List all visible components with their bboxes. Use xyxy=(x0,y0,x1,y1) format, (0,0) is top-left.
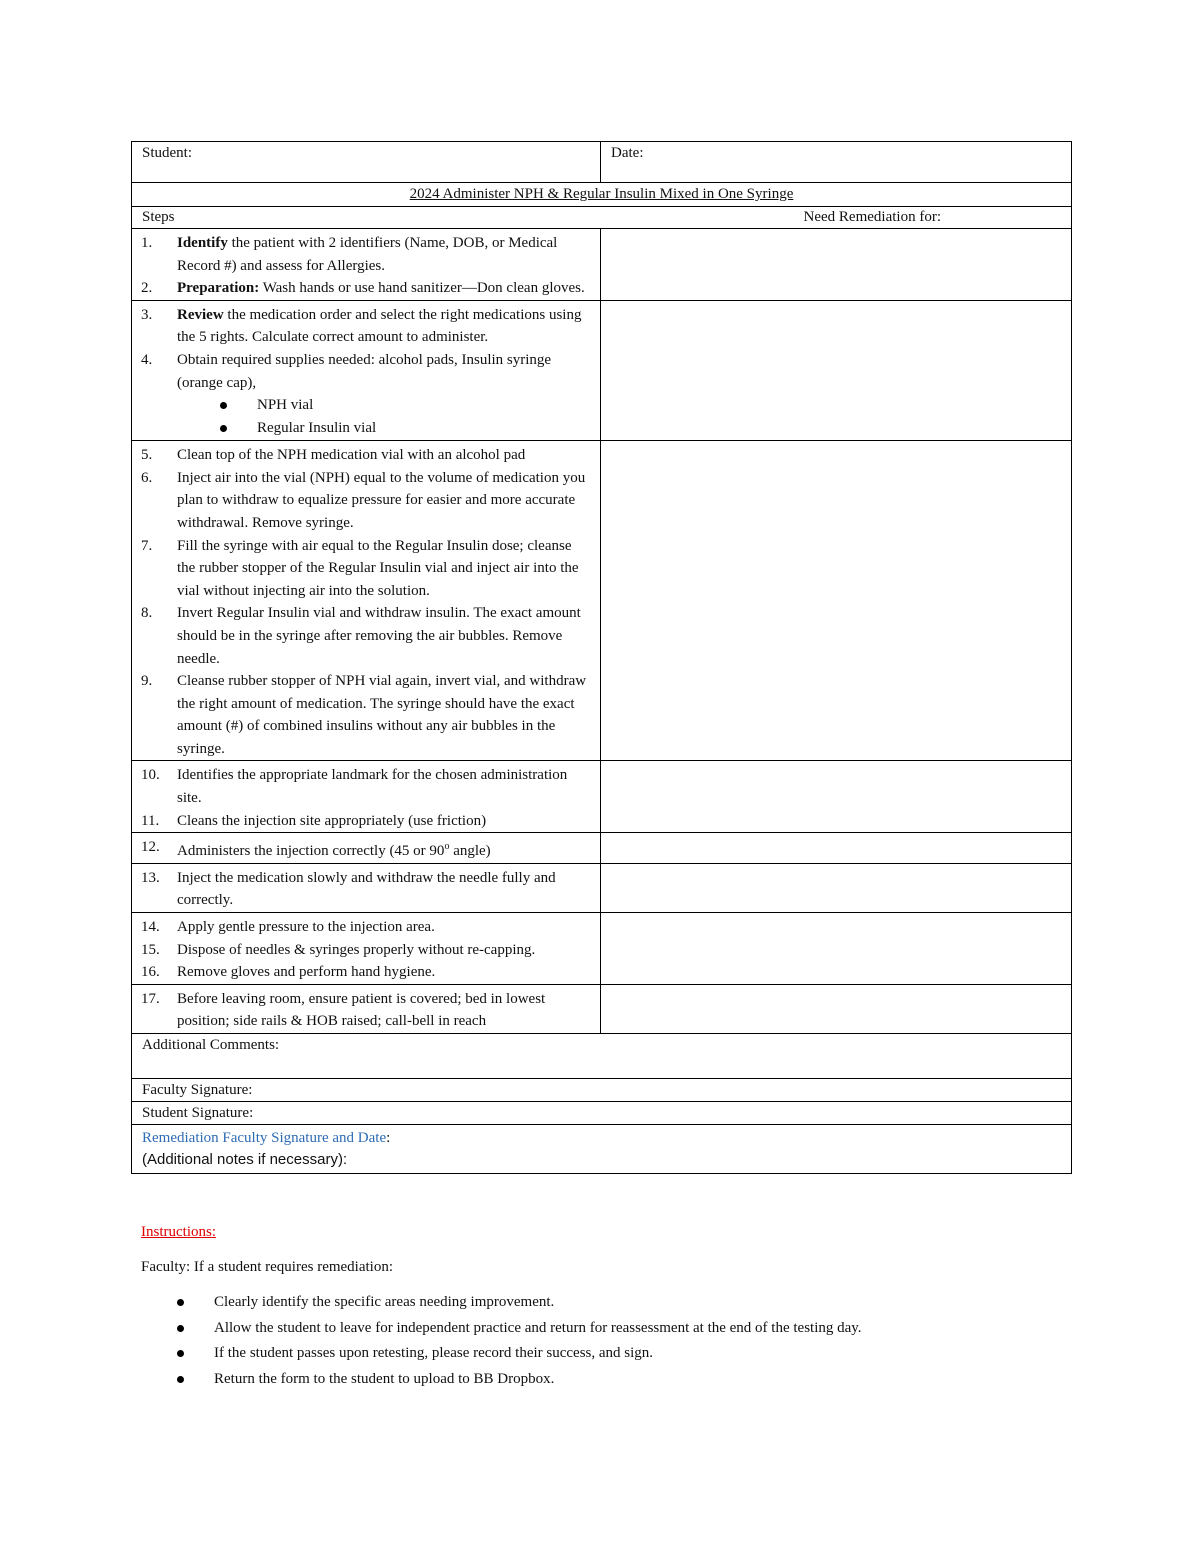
step-number: 11. xyxy=(141,812,160,829)
step-number: 14. xyxy=(141,919,160,936)
faculty-bold-label: Faculty xyxy=(141,1259,186,1275)
step-group-row xyxy=(132,913,1072,985)
instructions-heading xyxy=(141,1224,1061,1241)
step-keyword: Identify xyxy=(177,235,228,251)
step-group-row xyxy=(132,833,1072,864)
step-description: Dispose of needles & syringes properly without re-capping. xyxy=(177,941,536,958)
header-row xyxy=(132,142,1072,183)
steps-cell xyxy=(132,229,601,301)
student-signature-label: Student Signature: xyxy=(142,1105,254,1121)
step-description: Fill the syringe with air equal to the Regular Insulin dose; cleanse the rubber stopper of the Regular Insulin vial and inject air into the vial without injecting air into the solution. xyxy=(177,537,579,599)
step-item xyxy=(141,836,592,863)
step-description: the medication order and select the right medications using the 5 rights. Calculate correct amount to administer. xyxy=(177,306,582,346)
remediation-notes-cell[interactable] xyxy=(601,863,1072,912)
instructions-section xyxy=(141,1224,1061,1392)
steps-cell xyxy=(132,913,601,985)
step-description: Administers the injection correctly (45 or 90 xyxy=(177,843,445,860)
step-number: 8. xyxy=(141,605,153,622)
step-item xyxy=(141,810,592,833)
instruction-text: Return the form to the student to upload to BB Dropbox. xyxy=(214,1370,555,1387)
step-text xyxy=(177,602,592,670)
step-description: Obtain required supplies needed: alcohol pads, Insulin syringe (orange cap), xyxy=(177,351,552,391)
step-description-end: angle) xyxy=(449,843,491,860)
step-number: 12. xyxy=(141,839,160,856)
step-number: 3. xyxy=(141,306,153,323)
step-group-row xyxy=(132,761,1072,833)
step-item xyxy=(141,304,592,349)
step-text xyxy=(177,277,585,300)
step-description: Cleans the injection site appropriately (use friction) xyxy=(177,812,487,829)
step-number: 4. xyxy=(141,351,153,368)
instructions-list xyxy=(141,1290,1061,1392)
instruction-text: If the student passes upon retesting, please record their success, and sign. xyxy=(214,1345,654,1361)
step-text xyxy=(177,810,486,833)
step-text xyxy=(177,961,435,984)
step-number: 16. xyxy=(141,964,160,981)
step-item xyxy=(141,916,592,939)
remediation-notes-cell[interactable] xyxy=(601,761,1072,833)
step-groups xyxy=(132,229,1072,1034)
steps-list xyxy=(132,913,600,984)
title-row xyxy=(132,183,1072,207)
instructions-colon: : xyxy=(211,1224,216,1240)
bullet-icon xyxy=(220,402,227,409)
remediation-notes-cell[interactable] xyxy=(601,913,1072,985)
step-number: 1. xyxy=(141,235,153,251)
steps-cell xyxy=(132,833,601,864)
remediation-colon: : xyxy=(386,1130,391,1146)
bullet-icon xyxy=(177,1350,184,1357)
remediation-signature-field[interactable] xyxy=(132,1125,1072,1174)
step-text xyxy=(177,867,592,912)
step-text xyxy=(177,535,592,603)
steps-list xyxy=(132,864,600,912)
remediation-notes-cell[interactable] xyxy=(601,229,1072,301)
faculty-signature-field[interactable] xyxy=(132,1079,1072,1102)
step-group-row xyxy=(132,300,1072,440)
instruction-item xyxy=(141,1367,1061,1393)
additional-comments-field[interactable] xyxy=(132,1034,1072,1079)
step-description: Identifies the appropriate landmark for the chosen administration site. xyxy=(177,767,568,807)
remediation-notes-cell[interactable] xyxy=(601,984,1072,1033)
instruction-item xyxy=(141,1341,1061,1367)
step-group-row xyxy=(132,863,1072,912)
supply-bullet-text: Regular Insulin vial xyxy=(257,420,377,437)
step-description: Inject air into the vial (NPH) equal to the volume of medication you plan to withdraw to equalize pressure for easier and more accurate withdrawal. Remove syringe. xyxy=(177,469,586,531)
step-number: 2. xyxy=(141,280,153,297)
faculty-instruction-line xyxy=(141,1259,1061,1276)
instruction-item xyxy=(141,1290,1061,1316)
step-text xyxy=(177,939,535,962)
step-keyword: Preparation: xyxy=(177,280,260,297)
remediation-notes-cell[interactable] xyxy=(601,833,1072,864)
steps-list xyxy=(132,761,600,832)
step-item xyxy=(141,232,592,277)
step-item xyxy=(141,535,592,603)
step-item xyxy=(141,670,592,760)
bullet-icon xyxy=(177,1325,184,1332)
instruction-item xyxy=(141,1316,1061,1342)
step-number: 10. xyxy=(141,767,160,784)
comments-row xyxy=(132,1034,1072,1079)
step-number: 15. xyxy=(141,941,160,958)
supply-bullet-text: NPH vial xyxy=(257,397,314,414)
bullet-icon xyxy=(177,1299,184,1306)
step-text xyxy=(177,988,592,1033)
remediation-signature-label: Remediation Faculty Signature and Date xyxy=(142,1130,387,1146)
instructions-title: Instructions xyxy=(141,1224,212,1240)
column-header-row xyxy=(132,207,1072,229)
remediation-notes-cell[interactable] xyxy=(601,441,1072,761)
steps-cell xyxy=(132,863,601,912)
step-number: 5. xyxy=(141,447,153,464)
step-text xyxy=(177,467,592,535)
step-item xyxy=(141,444,592,467)
steps-column-header: Steps xyxy=(142,209,175,225)
date-field[interactable] xyxy=(601,142,1072,183)
step-text xyxy=(177,304,592,349)
additional-notes-label: (Additional notes if necessary): xyxy=(142,1151,348,1168)
step-item xyxy=(141,939,592,962)
step-description: Before leaving room, ensure patient is covered; bed in lowest position; side rails & HOB raised; call-bell in reach xyxy=(177,990,546,1030)
faculty-signature-row xyxy=(132,1079,1072,1102)
step-text xyxy=(177,349,592,394)
step-description: Inject the medication slowly and withdraw the needle fully and correctly. xyxy=(177,869,556,909)
steps-cell xyxy=(132,441,601,761)
step-text xyxy=(177,670,592,760)
step-text xyxy=(177,232,592,277)
degree-superscript: o xyxy=(444,841,450,853)
step-description: Remove gloves and perform hand hygiene. xyxy=(177,964,436,981)
step-description: Apply gentle pressure to the injection area. xyxy=(177,919,435,936)
step-item xyxy=(141,764,592,809)
student-field[interactable] xyxy=(132,142,601,183)
supply-bullet-item xyxy=(220,394,600,417)
step-item xyxy=(141,988,592,1033)
remediation-signature-row xyxy=(132,1125,1072,1174)
remediation-notes-cell[interactable] xyxy=(601,300,1072,440)
steps-list xyxy=(132,301,600,394)
step-description: Cleanse rubber stopper of NPH vial again, invert vial, and withdraw the right amount of medication. The syringe should have the exact amount (#) of combined insulins without any air bubbles in the syringe. xyxy=(177,673,587,757)
step-item xyxy=(141,961,592,984)
step-item xyxy=(141,867,592,912)
steps-list xyxy=(132,985,600,1033)
step-group-row xyxy=(132,229,1072,301)
step-text xyxy=(177,836,491,863)
step-number: 9. xyxy=(141,673,153,690)
step-number: 7. xyxy=(141,537,153,554)
step-text xyxy=(177,444,525,467)
step-description: the patient with 2 identifiers (Name, DOB, or Medical Record #) and assess for Allergies. xyxy=(177,235,558,274)
step-description: Invert Regular Insulin vial and withdraw insulin. The exact amount should be in the syringe after removing the air bubbles. Remove needle. xyxy=(177,605,581,667)
step-group-row xyxy=(132,984,1072,1033)
step-number: 17. xyxy=(141,990,160,1007)
step-keyword: Review xyxy=(177,306,224,323)
supply-bullet-item xyxy=(220,417,600,440)
step-text xyxy=(177,764,592,809)
step-item xyxy=(141,277,592,300)
form-title: 2024 Administer NPH & Regular Insulin Mixed in One Syringe xyxy=(409,186,794,202)
step-item xyxy=(141,602,592,670)
step-description: Clean top of the NPH medication vial with an alcohol pad xyxy=(177,447,526,464)
student-signature-field[interactable] xyxy=(132,1102,1072,1125)
steps-list xyxy=(132,441,600,760)
step-number: 6. xyxy=(141,469,153,486)
step-text xyxy=(177,916,435,939)
step-item xyxy=(141,467,592,535)
steps-list xyxy=(132,833,600,863)
remediation-column-header: Need Remediation for: xyxy=(803,209,941,225)
student-label: Student: xyxy=(142,145,193,161)
bullet-icon xyxy=(177,1376,184,1383)
steps-list xyxy=(132,229,600,300)
evaluation-form-table xyxy=(131,141,1072,1174)
student-signature-row xyxy=(132,1102,1072,1125)
faculty-signature-label: Faculty Signature: xyxy=(142,1082,253,1098)
step-description: Wash hands or use hand sanitizer—Don clean gloves. xyxy=(259,280,585,297)
faculty-instruction-text: : If a student requires remediation: xyxy=(186,1259,394,1275)
step-item xyxy=(141,349,592,394)
steps-cell xyxy=(132,300,601,440)
steps-cell xyxy=(132,984,601,1033)
instruction-text: Allow the student to leave for independent practice and return for reassessment at the end of the testing day. xyxy=(214,1319,862,1336)
step-number: 13. xyxy=(141,869,160,886)
additional-comments-label: Additional Comments: xyxy=(142,1037,280,1053)
bullet-icon xyxy=(220,425,227,432)
instruction-text: Clearly identify the specific areas needing improvement. xyxy=(214,1294,555,1310)
steps-cell xyxy=(132,761,601,833)
date-label: Date: xyxy=(611,145,644,161)
step-group-row xyxy=(132,441,1072,761)
